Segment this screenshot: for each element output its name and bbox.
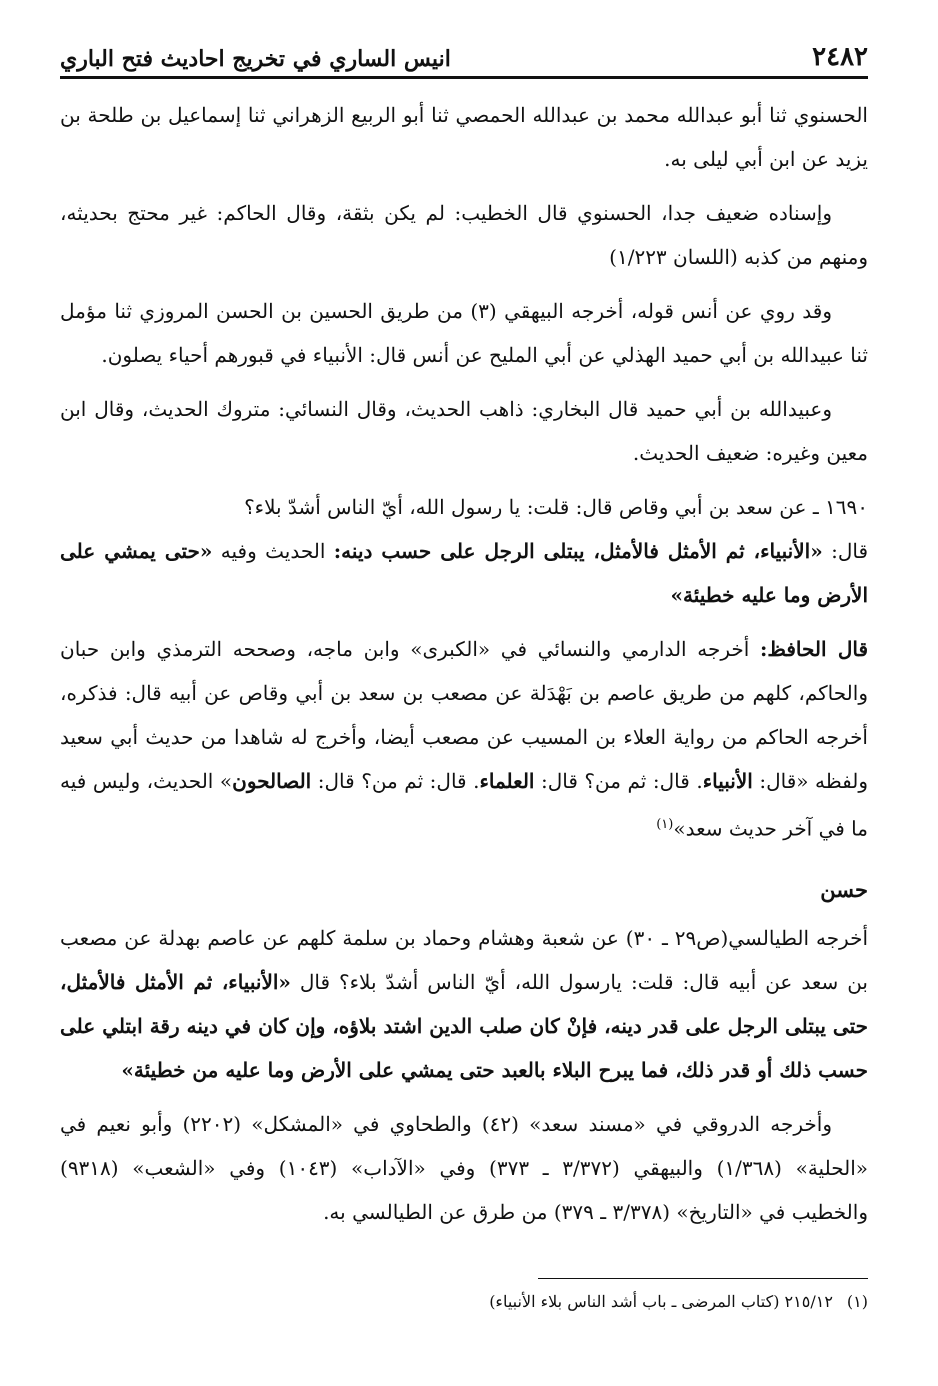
- hafiz-bold-2: العلماء: [479, 769, 535, 793]
- page-body: [60, 93, 868, 1317]
- footnote-divider: [538, 1278, 868, 1279]
- hafiz-text-1: أخرجه الدارمي والنسائي في «الكبرى» وابن ماجه، وصححه الترمذي وابن حبان والحاكم، كلهم من طريق عاصم بن بَهْدَلة عن مصعب بن سعد بن أبي وقاص عن أبيه قال: فذكره، أخرجه الحاكم من رواية العلاء بن المسيب عن مصعب أيضا، وأخرج له شاهدا من حديث أبي سعيد ولفظه «قال:: [60, 637, 869, 793]
- hadith-bold-end: «حتى يمشي على الأرض وما عليه خطيئة»: [60, 539, 868, 607]
- hafiz-label: قال الحافظ:: [759, 637, 868, 661]
- footnote: [60, 1287, 868, 1317]
- footnote-marker: (١): [656, 817, 674, 832]
- hafiz-commentary: [60, 627, 868, 851]
- hadith-bold-text: «الأنبياء، ثم الأمثل فالأمثل، يبتلى الرجل على حسب دينه:: [333, 539, 823, 563]
- tayalisi-paragraph: [60, 916, 868, 1092]
- paragraph-weakness: وإسناده ضعيف جدا، الحسنوي قال الخطيب: لم يكن بثقة، وقال الحاكم: غير محتج بحديثه، ومنهم من كذبه (اللسان ١/٢٢٣): [60, 201, 868, 269]
- hadith-1690: [60, 485, 868, 617]
- hadith-after-text: الحديث وفيه: [212, 539, 334, 563]
- paragraph-ubaydullah: وعبيدالله بن أبي حميد قال البخاري: ذاهب الحديث، وقال النسائي: متروك الحديث، وقال ابن معين وغيره: ضعيف الحديث.: [60, 397, 868, 465]
- closing-paragraph: وأخرجه الدروقي في «مسند سعد» (٤٢) والطحاوي في «المشكل» (٢٢٠٢) وأبو نعيم في «الحلية» (١/٣٦٨) والبيهقي (٣/٣٧٢ ـ ٣٧٣) وفي «الآداب» (١٠٤٣) وفي «الشعب» (٩٣١٨) والخطيب في «التاريخ» (٣/٣٧٨ ـ ٣٧٩) من طرق عن الطيالسي به.: [60, 1111, 868, 1224]
- hadith-qala: قال:: [822, 539, 869, 563]
- grade-heading: حسن: [820, 876, 868, 902]
- hafiz-bold-3: الصالحون: [232, 769, 312, 793]
- footnote-number: (١): [846, 1291, 868, 1311]
- page-header: [60, 30, 868, 79]
- page-number: ٢٤٨٢: [812, 42, 868, 72]
- hafiz-text-3: . قال: ثم من؟ قال:: [311, 769, 480, 793]
- hafiz-bold-1: الأنبياء: [702, 769, 753, 793]
- book-page: [60, 30, 868, 1360]
- hafiz-text-2: . قال: ثم من؟ قال:: [534, 769, 703, 793]
- paragraph-anas: وقد روي عن أنس قوله، أخرجه البيهقي (٣) من طريق الحسين بن الحسن المروزي ثنا مؤمل ثنا عبيدالله بن أبي حميد الهذلي عن أبي المليح عن أنس قال: الأنبياء في قبورهم أحياء يصلون.: [60, 299, 868, 367]
- footnote-text: ٢١٥/١٢ (كتاب المرضى ـ باب أشد الناس بلاء الأنبياء): [489, 1291, 833, 1311]
- running-title: انيس الساري في تخريج احاديث فتح الباري: [60, 46, 451, 72]
- hafiz-text-4: » الحديث، وليس فيه ما في آخر حديث سعد»: [60, 769, 868, 841]
- tayalisi-bold: «الأنبياء، ثم الأمثل فالأمثل، حتى يبتلى الرجل على قدر دينه، فإنْ كان صلب الدين اشتد بلاؤه، وإن كان في دينه رقة ابتلي على حسب ذلك أو قدر ذلك، فما يبرح البلاء بالعبد حتى يمشي على الأرض وما عليه من خطيئة»: [60, 969, 868, 1082]
- hadith-first-line: ١٦٩٠ ـ عن سعد بن أبي وقاص قال: قلت: يا رسول الله، أيّ الناس أشدّ بلاء؟: [244, 495, 868, 519]
- paragraph-isnad: الحسنوي ثنا أبو عبدالله محمد بن عبدالله الحمصي ثنا أبو الربيع الزهراني ثنا إسماعيل بن طلحة بن يزيد عن ابن أبي ليلى به.: [60, 103, 868, 171]
- tayalisi-text: أخرجه الطيالسي(ص٢٩ ـ ٣٠) عن شعبة وهشام وحماد بن سلمة كلهم عن عاصم بهدلة عن مصعب بن سعد عن أبيه قال: قلت: يارسول الله، أيّ الناس أشدّ بلاء؟ قال: [60, 925, 869, 994]
